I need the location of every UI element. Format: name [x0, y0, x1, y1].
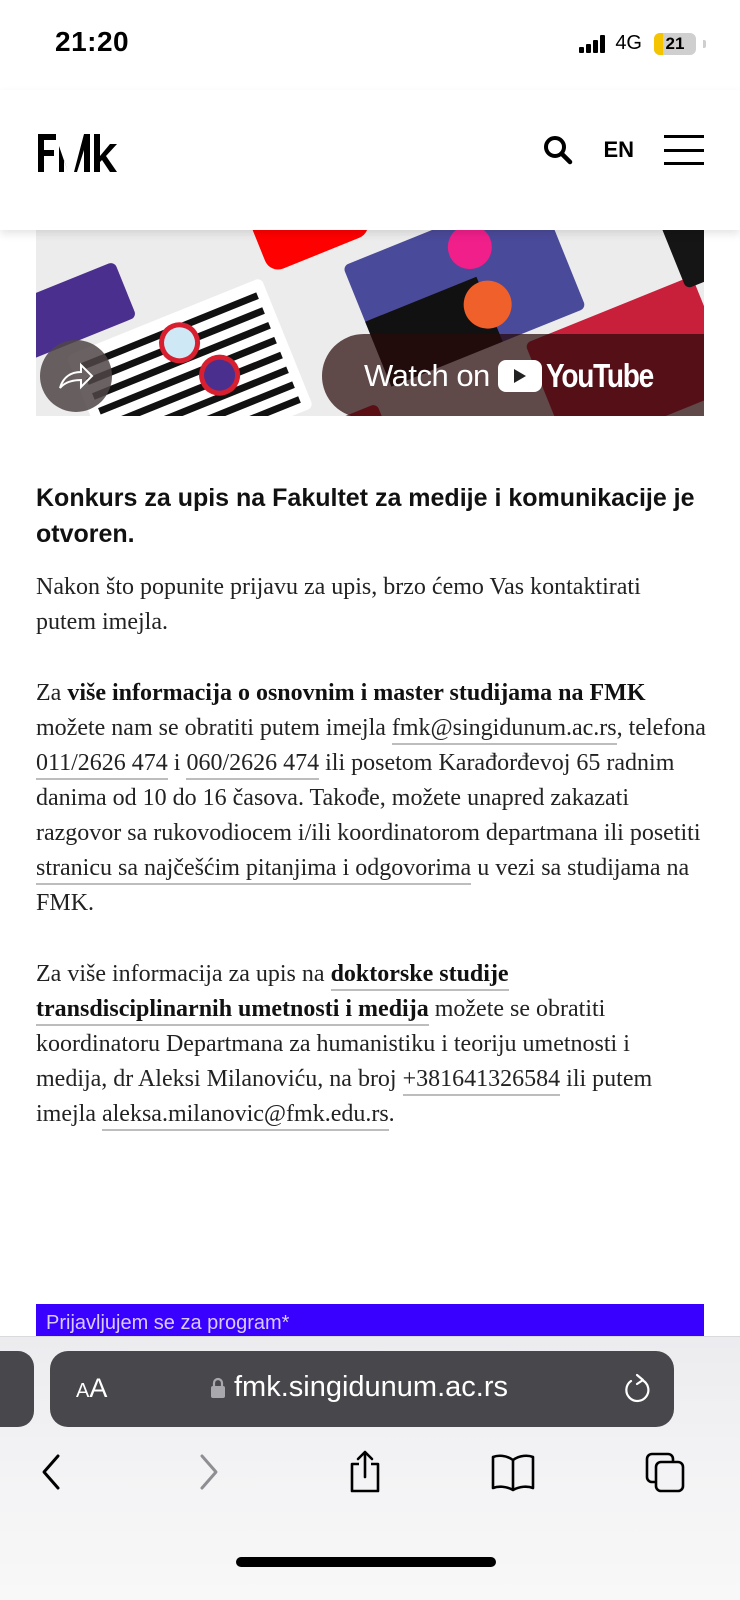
- fmk-logo-icon: [36, 132, 118, 174]
- youtube-video-embed[interactable]: [36, 230, 704, 416]
- program-select-label: Prijavljujem se za program*: [46, 1312, 290, 1334]
- cellular-signal-icon: [579, 35, 605, 53]
- bold-text: više informacija o osnovnim i master studijama na FMK: [67, 680, 646, 706]
- email-link-coordinator[interactable]: aleksa.milanovic@fmk.edu.rs: [102, 1101, 389, 1131]
- address-bar[interactable]: [50, 1351, 674, 1427]
- text-size-button[interactable]: AA: [76, 1373, 108, 1403]
- article-headline: Konkurs za upis na Fakultet za medije i komunikacije je otvoren.: [36, 484, 695, 548]
- fmk-logo[interactable]: [36, 132, 118, 174]
- undergrad-master-info-paragraph: [36, 676, 706, 921]
- share-icon: [347, 1450, 383, 1494]
- text: možete se obratiti koordinatoru Departmana za humanistiku i teoriju umetnosti i medija, dr Aleksi Milanoviću, na broj: [36, 996, 630, 1092]
- tabs-button[interactable]: [640, 1447, 690, 1497]
- email-link-fmk[interactable]: fmk@singidunum.ac.rs: [392, 715, 617, 745]
- phone-link-1[interactable]: 011/2626 474: [36, 750, 168, 780]
- watch-on-youtube-button[interactable]: [322, 334, 704, 416]
- text: Za više informacija za upis na: [36, 961, 331, 987]
- share-arrow-icon: [57, 361, 95, 391]
- forward-icon: [197, 1453, 221, 1491]
- text: ili putem imejla: [36, 1066, 653, 1127]
- url-text: fmk.singidunum.ac.rs: [234, 1371, 508, 1403]
- battery-cap: [703, 40, 706, 48]
- header-actions: [543, 135, 704, 165]
- youtube-wordmark: YouTube: [545, 357, 653, 394]
- youtube-play-icon: [498, 360, 542, 392]
- previous-tab-preview[interactable]: [0, 1351, 34, 1427]
- reload-button[interactable]: [622, 1373, 652, 1410]
- url-display[interactable]: [210, 1371, 508, 1404]
- text: , telefona: [616, 715, 706, 741]
- article-content: [36, 480, 706, 1132]
- bookmarks-icon: [490, 1452, 536, 1492]
- share-video-button[interactable]: [40, 340, 112, 412]
- status-time: 21:20: [55, 26, 130, 57]
- text: ili posetom Karađorđevoj 65 radnim danima od 10 do 16 časova. Takođe, možete unapred zakazati razgovor sa rukovodiocem i/ili koordinatorom departmana ili posetiti: [36, 750, 701, 846]
- home-indicator[interactable]: [236, 1557, 496, 1567]
- text: možete nam se obratiti putem imejla: [36, 715, 392, 741]
- search-icon: [543, 135, 573, 165]
- text: u vezi sa studijama na FMK.: [36, 855, 690, 916]
- doctoral-info-paragraph: [36, 957, 706, 1132]
- reload-icon: [622, 1373, 652, 1405]
- forward-button[interactable]: [184, 1447, 234, 1497]
- share-button[interactable]: [340, 1447, 390, 1497]
- bookmarks-button[interactable]: [488, 1447, 538, 1497]
- back-button[interactable]: [26, 1447, 76, 1497]
- battery-percent: 21: [665, 33, 685, 53]
- browser-chrome: [0, 1336, 740, 1600]
- youtube-logo: [498, 357, 672, 395]
- intro-paragraph: Nakon što popunite prijavu za upis, brzo ćemo Vas kontaktirati putem imejla.: [36, 574, 641, 635]
- phone-link-coordinator[interactable]: +381641326584: [403, 1066, 561, 1096]
- faq-page-link[interactable]: stranicu sa najčešćim pitanjima i odgovorima: [36, 855, 471, 885]
- language-switch-button[interactable]: EN: [603, 137, 634, 162]
- text: Za: [36, 680, 68, 706]
- browser-toolbar: [0, 1433, 740, 1507]
- site-header: [0, 90, 740, 230]
- bold-text: doktorske studije transdisciplinarnih umetnosti i medija: [36, 961, 509, 1022]
- search-button[interactable]: [543, 135, 573, 165]
- status-bar: [0, 0, 740, 90]
- watch-on-label: Watch on: [364, 358, 490, 393]
- text: .: [388, 1101, 395, 1127]
- tabs-icon: [644, 1451, 686, 1493]
- text: i: [167, 750, 187, 776]
- hamburger-menu-icon[interactable]: [664, 135, 704, 165]
- back-icon: [39, 1453, 63, 1491]
- phone-link-2[interactable]: 060/2626 474: [186, 750, 319, 780]
- network-type: 4G: [615, 32, 642, 54]
- status-indicators: [579, 32, 706, 55]
- lock-icon: [210, 1377, 226, 1399]
- battery-icon: [654, 33, 696, 55]
